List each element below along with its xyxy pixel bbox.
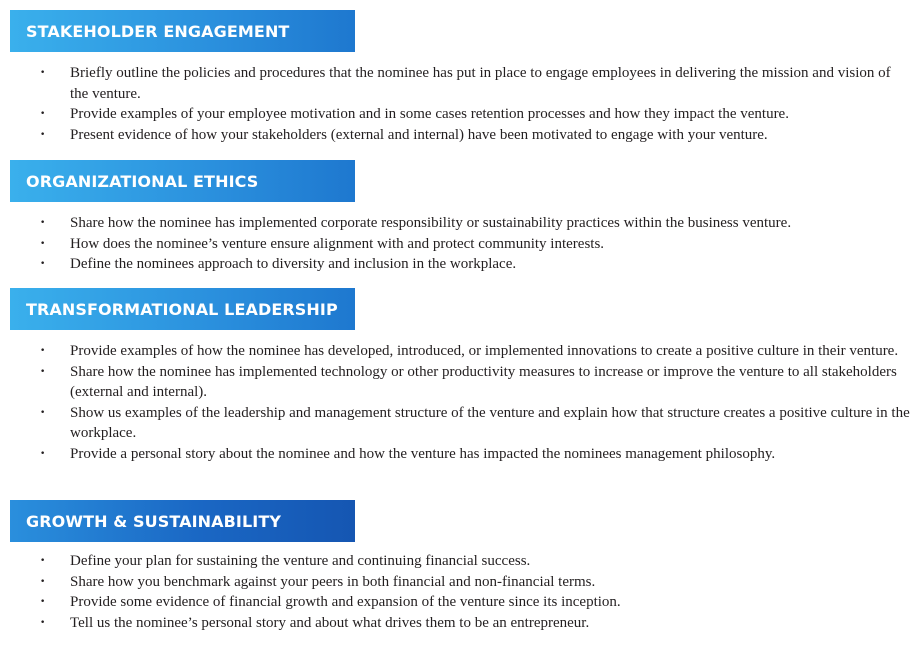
list-item <box>10 234 910 255</box>
bullet-icon: • <box>40 346 46 356</box>
list-item <box>10 104 910 125</box>
list-item-text: Provide some evidence of financial growth and expansion of the venture since its inception. <box>70 594 621 610</box>
bullet-icon: • <box>40 109 46 119</box>
bullet-icon: • <box>40 617 46 628</box>
section-organizational-ethics <box>10 160 910 275</box>
list-item <box>10 551 910 572</box>
section-heading: TRANSFORMATIONAL LEADERSHIP <box>10 288 355 330</box>
section-heading: ORGANIZATIONAL ETHICS <box>10 160 355 202</box>
list-item <box>10 403 910 444</box>
list-item <box>10 444 910 465</box>
bullet-icon: • <box>40 129 46 140</box>
section-growth-sustainability <box>10 500 910 633</box>
list-item <box>10 362 910 403</box>
bullet-list <box>10 63 910 145</box>
list-item <box>10 341 910 362</box>
section-transformational-leadership <box>10 288 910 464</box>
list-item-text: How does the nominee’s venture ensure alignment with and protect community interests. <box>70 235 605 252</box>
list-item <box>10 125 910 146</box>
section-heading: GROWTH & SUSTAINABILITY <box>10 500 355 542</box>
bullet-list <box>10 551 910 633</box>
list-item-text: Tell us the nominee’s personal story and about what drives them to be an entrepreneur. <box>70 614 590 631</box>
list-item-text: Briefly outline the policies and procedures that the nominee has put in place to engage employees in delivering the mission and vision of the venture. <box>70 65 891 102</box>
list-item <box>10 592 910 613</box>
bullet-icon: • <box>40 448 46 459</box>
bullet-icon: • <box>40 576 46 587</box>
bullet-icon: • <box>40 597 46 607</box>
list-item-text: Provide examples of your employee motivation and in some cases retention processes and how they impact the venture. <box>70 106 789 122</box>
list-item-text: Share how you benchmark against your peers in both financial and non-financial terms. <box>70 573 596 590</box>
section-stakeholder-engagement <box>10 10 910 145</box>
bullet-icon: • <box>40 259 46 269</box>
list-item-text: Provide a personal story about the nominee and how the venture has impacted the nominees management philosophy. <box>70 445 776 462</box>
bullet-list <box>10 213 910 275</box>
list-item-text: Define your plan for sustaining the venture and continuing financial success. <box>70 553 531 569</box>
list-item-text: Provide examples of how the nominee has developed, introduced, or implemented innovations to create a positive culture in their venture. <box>70 343 899 359</box>
list-item <box>10 63 910 104</box>
list-item <box>10 254 910 275</box>
list-item-text: Share how the nominee has implemented corporate responsibility or sustainability practices within the business venture. <box>70 215 792 231</box>
list-item <box>10 572 910 593</box>
bullet-icon: • <box>40 68 46 78</box>
list-item <box>10 213 910 234</box>
list-item-text: Share how the nominee has implemented technology or other productivity measures to increase or improve the venture to all stakeholders (external and internal). <box>70 363 897 400</box>
bullet-icon: • <box>40 366 46 377</box>
bullet-list <box>10 341 910 464</box>
list-item-text: Show us examples of the leadership and management structure of the venture and explain how that structure creates a positive culture in the workplace. <box>70 404 910 441</box>
bullet-icon: • <box>40 218 46 228</box>
bullet-icon: • <box>40 238 46 249</box>
bullet-icon: • <box>40 407 46 418</box>
list-item-text: Define the nominees approach to diversity and inclusion in the workplace. <box>70 256 517 272</box>
list-item-text: Present evidence of how your stakeholders (external and internal) have been motivated to engage with your venture. <box>70 126 768 143</box>
section-heading: STAKEHOLDER ENGAGEMENT <box>10 10 355 52</box>
bullet-icon: • <box>40 556 46 566</box>
list-item <box>10 613 910 634</box>
